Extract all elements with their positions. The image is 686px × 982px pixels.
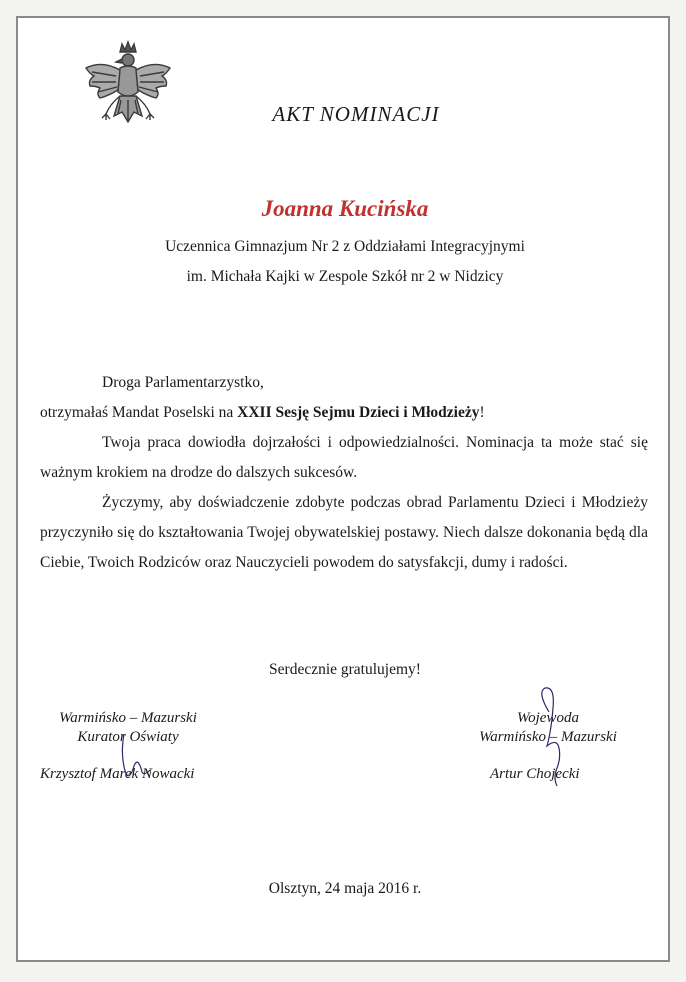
closing-line: Serdecznie gratulujemy! bbox=[269, 661, 421, 678]
right-signatory-name: Artur Chojecki bbox=[490, 766, 580, 782]
paragraph-1: Twoja praca dowiodła dojrzałości i odpowiedzialności. Nominacja ta może stać się ważnym krokiem na drodze do dalszych sukcesów. bbox=[40, 434, 648, 481]
letter-body bbox=[40, 368, 648, 578]
place-and-date: Olsztyn, 24 maja 2016 r. bbox=[268, 880, 422, 897]
left-signatory-title-1: Warmińsko – Mazurski bbox=[59, 710, 197, 726]
right-signatory-title-2: Warmińsko – Mazurski bbox=[479, 729, 617, 745]
document-title: AKT NOMINACJI bbox=[272, 102, 440, 126]
left-signatory-title-2: Kurator Oświaty bbox=[77, 729, 179, 745]
mandate-sentence bbox=[40, 398, 648, 428]
certificate-sheet bbox=[16, 16, 670, 962]
mandate-session: XXII Sesję Sejmu Dzieci i Młodzieży bbox=[237, 404, 480, 421]
recipient-school-line-2: im. Michała Kajki w Zespole Szkół nr 2 w Nidzicy bbox=[186, 268, 504, 285]
mandate-suffix: ! bbox=[479, 404, 485, 421]
left-signatory-name: Krzysztof Marek Nowacki bbox=[40, 766, 195, 782]
mandate-prefix: otrzymałaś Mandat Poselski na bbox=[40, 404, 238, 421]
salutation: Droga Parlamentarzystko, bbox=[102, 374, 264, 391]
paragraph-2: Życzymy, aby doświadczenie zdobyte podczas obrad Parlamentu Dzieci i Młodzieży przyczyniło się do kształtowania Twojej obywatelskiej postawy. Niech dalsze dokonania będą dla Ciebie, Twoich Rodziców oraz Nauczycieli powodem do satysfakcji, dumy i radości. bbox=[40, 494, 648, 571]
right-signatory-title-1: Wojewoda bbox=[517, 710, 579, 726]
recipient-name: Joanna Kucińska bbox=[261, 196, 429, 221]
recipient-school-line-1: Uczennica Gimnazjum Nr 2 z Oddziałami Integracyjnymi bbox=[165, 238, 525, 255]
